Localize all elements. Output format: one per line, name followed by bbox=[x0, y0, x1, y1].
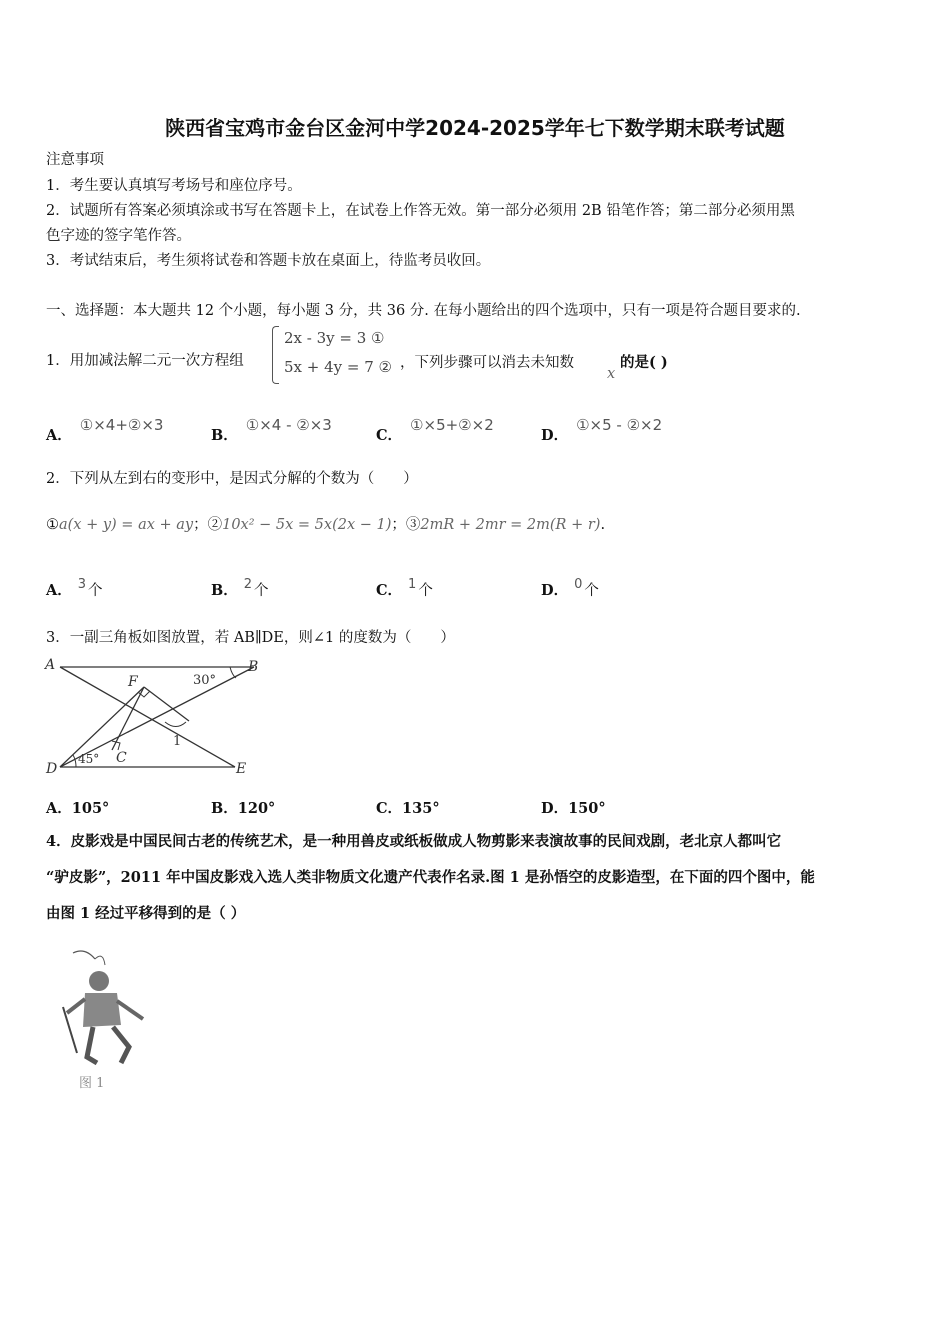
option-number: 3 bbox=[77, 577, 87, 592]
q3-option-c[interactable] bbox=[376, 797, 440, 818]
option-number: 1 bbox=[408, 577, 417, 592]
label-30-degrees: 30° bbox=[193, 673, 217, 688]
q3-option-a[interactable] bbox=[46, 797, 109, 818]
q3-stem: 3．一副三角板如图放置，若 AB∥DE，则∠1 的度数为（ ） bbox=[46, 630, 455, 646]
separator: ；③ bbox=[391, 517, 421, 533]
label-e: E bbox=[236, 761, 247, 777]
option-number: 0 bbox=[574, 577, 583, 592]
notice-item: 1．考生要认真填写考场号和座位序号。 bbox=[46, 178, 302, 194]
notice-item: 3．考试结束后，考生须将试卷和答题卡放在桌面上，待监考员收回。 bbox=[46, 253, 491, 269]
q1-option-b[interactable] bbox=[211, 416, 332, 445]
line-fc bbox=[112, 687, 144, 750]
equation-system bbox=[272, 326, 402, 384]
equation-1: 2x - 3y = 3 ① bbox=[284, 329, 385, 347]
option-label: D． bbox=[541, 800, 569, 817]
option-value: 150° bbox=[568, 800, 606, 817]
option-unit: 个 bbox=[584, 583, 599, 599]
q1-option-c[interactable] bbox=[376, 416, 494, 445]
option-label: A． bbox=[46, 427, 72, 444]
label-b: B bbox=[248, 659, 259, 675]
option-label: B． bbox=[211, 800, 238, 817]
notice-heading: 注意事项 bbox=[46, 152, 104, 168]
option-number: 2 bbox=[243, 577, 253, 592]
q2-option-c[interactable] bbox=[376, 579, 433, 600]
label-a: A bbox=[45, 657, 56, 673]
option-expression: ①×4 - ②×3 bbox=[245, 416, 332, 434]
q3-option-b[interactable] bbox=[211, 797, 275, 818]
separator: ；② bbox=[193, 517, 223, 533]
angle-45-arc bbox=[73, 755, 76, 767]
option-expression: ①×5+②×2 bbox=[410, 416, 494, 434]
q4-stem-line: 4．皮影戏是中国民间古老的传统艺术，是一种用兽皮或纸板做成人物剪影来表演故事的民间戏剧，老北京人都叫它 bbox=[46, 833, 782, 850]
feather-icon bbox=[95, 956, 105, 965]
line-df bbox=[60, 687, 144, 767]
q2-stem: 2．下列从左到右的变形中，是因式分解的个数为（ ） bbox=[46, 471, 418, 487]
expression-3: 2mR + 2mr = 2m(R + r) bbox=[420, 517, 601, 533]
option-expression: ①×4+②×3 bbox=[79, 416, 164, 434]
option-unit: 个 bbox=[418, 583, 433, 599]
option-label: B． bbox=[211, 582, 238, 599]
option-unit: 个 bbox=[88, 583, 103, 599]
option-label: D． bbox=[541, 582, 569, 599]
q1-variable: x bbox=[607, 366, 616, 382]
figure-caption: 图 1 bbox=[79, 1076, 105, 1090]
puppet-body-icon bbox=[83, 993, 121, 1027]
option-label: C． bbox=[376, 582, 403, 599]
option-expression: ①×5 - ②×2 bbox=[576, 416, 663, 434]
staff-icon bbox=[63, 1007, 77, 1053]
expression-2: 10x² − 5x = 5x(2x − 1) bbox=[222, 517, 392, 533]
label-c: C bbox=[116, 750, 127, 766]
q1-prefix: 1．用加减法解二元一次方程组 bbox=[46, 353, 244, 369]
option-value: 120° bbox=[237, 800, 276, 817]
option-label: C． bbox=[376, 427, 403, 444]
puppet-leg-icon bbox=[87, 1027, 97, 1063]
label-f: F bbox=[128, 674, 138, 690]
angle-1-arc bbox=[165, 722, 186, 727]
option-label: C． bbox=[376, 800, 403, 817]
label-45-degrees: 45° bbox=[78, 752, 100, 766]
label-angle-1: 1 bbox=[173, 734, 182, 749]
expression-1: a(x + y) = ax + ay bbox=[59, 517, 194, 533]
q1-option-d[interactable] bbox=[541, 416, 663, 445]
page-title: 陕西省宝鸡市金台区金河中学2024-2025学年七下数学期末联考试题 bbox=[165, 116, 785, 140]
label-d: D bbox=[46, 761, 58, 777]
q4-stem-line: “驴皮影”，2011 年中国皮影戏入选人类非物质文化遗产代表作名录.图 1 是孙悟空的皮影造型，在下面的四个图中，能 bbox=[46, 869, 815, 886]
monkey-king-shadow-puppet-image bbox=[55, 945, 155, 1090]
q2-option-a[interactable] bbox=[46, 579, 103, 600]
brace-icon bbox=[272, 326, 279, 384]
feather-icon bbox=[73, 951, 95, 959]
q2-option-d[interactable] bbox=[541, 579, 599, 600]
q4-stem-line: 由图 1 经过平移得到的是（ ） bbox=[46, 905, 246, 922]
option-label: D． bbox=[541, 427, 569, 444]
triangle-figure bbox=[40, 655, 270, 780]
option-unit: 个 bbox=[254, 583, 269, 599]
option-value: 105° bbox=[71, 800, 110, 817]
equation-2: 5x + 4y = 7 ② bbox=[284, 358, 392, 376]
q2-option-b[interactable] bbox=[211, 579, 269, 600]
option-label: B． bbox=[211, 427, 238, 444]
option-label: A． bbox=[46, 582, 72, 599]
period: . bbox=[600, 517, 606, 533]
q1-option-a[interactable] bbox=[46, 416, 164, 445]
option-label: A． bbox=[46, 800, 72, 817]
q1-suffix: ，下列步骤可以消去未知数 bbox=[400, 355, 574, 371]
q3-option-d[interactable] bbox=[541, 797, 606, 818]
puppet-arm-icon bbox=[117, 1001, 143, 1019]
circle-number: ① bbox=[46, 517, 59, 533]
puppet-leg-icon bbox=[113, 1027, 129, 1063]
puppet-arm-icon bbox=[67, 999, 85, 1013]
option-value: 135° bbox=[402, 800, 440, 817]
q2-statements bbox=[46, 513, 605, 534]
notice-item: 色字迹的签字笔作答。 bbox=[46, 228, 191, 244]
notice-item: 2．试题所有答案必须填涂或书写在答题卡上，在试卷上作答无效。第一部分必须用 2B 铅笔作答；第二部分必须用黑 bbox=[46, 203, 795, 219]
section-heading: 一、选择题：本大题共 12 个小题，每小题 3 分，共 36 分. 在每小题给出的四个选项中，只有一项是符合题目要求的. bbox=[46, 303, 801, 319]
puppet-head-icon bbox=[89, 971, 109, 991]
q1-end: 的是( ) bbox=[620, 354, 668, 371]
